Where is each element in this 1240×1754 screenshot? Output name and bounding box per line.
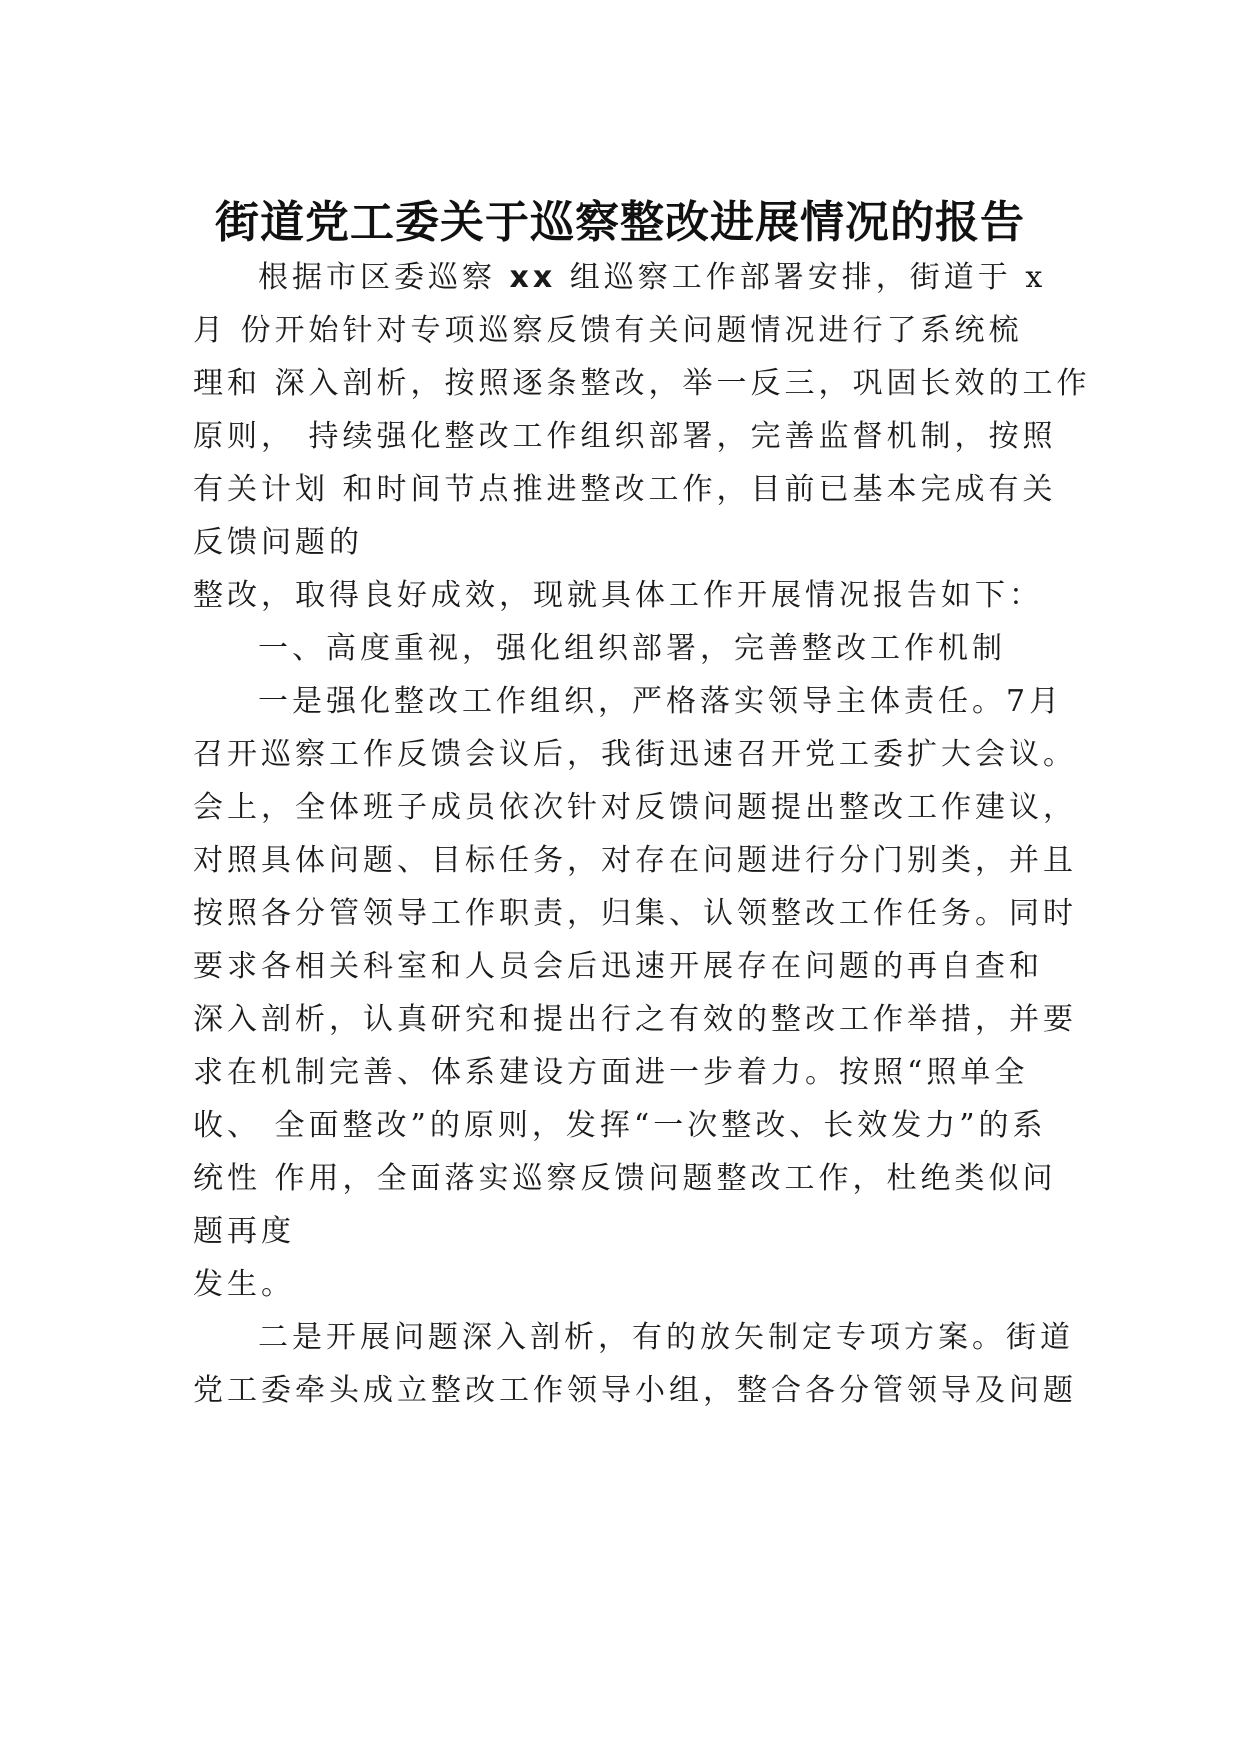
text-segment: 根据市区委巡察 (258, 260, 510, 295)
paragraph-line (258, 258, 1046, 298)
paragraph-line: 收、 全面整改”的原则，发挥“一次整改、长效发力”的系 (193, 1108, 1047, 1143)
paragraph-line: 发生。 (193, 1267, 295, 1302)
section-heading: 一、高度重视，强化组织部署，完善整改工作机制 (258, 631, 1006, 666)
paragraph-line: 有关计划 和时间节点推进整改工作，目前已基本完成有关 (193, 472, 1057, 507)
paragraph-line: 求在机制完善、体系建设方面进一步着力。按照“照单全 (193, 1055, 1029, 1090)
paragraph-line: 月 份开始针对专项巡察反馈有关问题情况进行了系统梳 (193, 313, 1023, 348)
paragraph-line: 深入剖析，认真研究和提出行之有效的整改工作举措，并要 (193, 1002, 1077, 1037)
paragraph-line: 一是强化整改工作组织，严格落实领导主体责任。7月 (258, 684, 1064, 719)
paragraph-line: 召开巡察工作反馈会议后，我街迅速召开党工委扩大会议。 (193, 737, 1077, 772)
paragraph-line: 会上，全体班子成员依次针对反馈问题提出整改工作建议， (193, 790, 1077, 825)
paragraph-line: 理和 深入剖析，按照逐条整改，举一反三，巩固长效的工作 (193, 366, 1091, 401)
paragraph-line: 按照各分管领导工作职责，归集、认领整改工作任务。同时 (193, 896, 1077, 931)
paragraph-line: 二是开展问题深入剖析，有的放矢制定专项方案。街道 (258, 1320, 1074, 1355)
paragraph-line: 要求各相关科室和人员会后迅速开展存在问题的再自查和 (193, 949, 1043, 984)
paragraph-line: 党工委牵头成立整改工作领导小组，整合各分管领导及问题 (193, 1373, 1077, 1408)
paragraph-line: 题再度 (193, 1214, 295, 1249)
paragraph-line: 整改，取得良好成效，现就具体工作开展情况报告如下： (193, 578, 1043, 613)
paragraph-line: 统性 作用，全面落实巡察反馈问题整改工作，杜绝类似问 (193, 1161, 1057, 1196)
text-segment: 组巡察工作部署安排，街道于 x (556, 260, 1047, 295)
paragraph-line: 对照具体问题、目标任务，对存在问题进行分门别类，并且 (193, 843, 1077, 878)
paragraph-line: 反馈问题的 (193, 525, 363, 560)
document-title: 街道党工委关于巡察整改进展情况的报告 (215, 197, 1025, 248)
text-segment-bold: xx (509, 260, 557, 295)
paragraph-line: 原则， 持续强化整改工作组织部署，完善监督机制，按照 (193, 419, 1057, 454)
